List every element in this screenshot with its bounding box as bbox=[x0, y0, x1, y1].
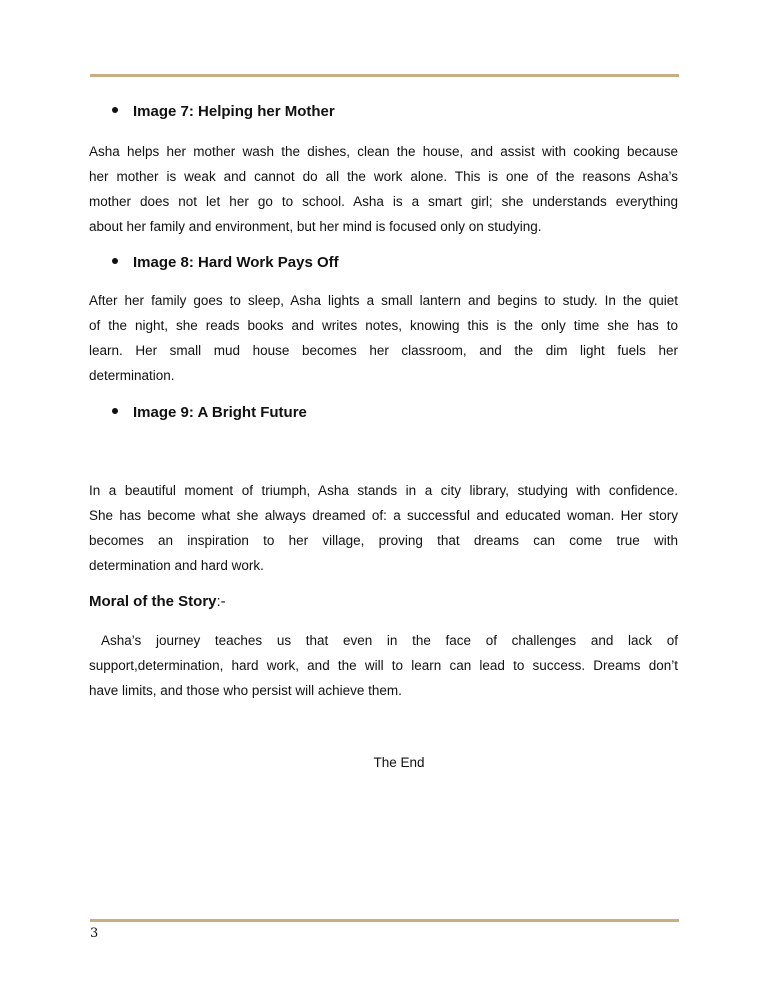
paragraph-line: determination and hard work. bbox=[89, 558, 264, 573]
section-heading-text: Image 9: A Bright Future bbox=[133, 404, 307, 421]
moral-paragraph bbox=[89, 628, 678, 703]
section-paragraph-image-7 bbox=[89, 139, 678, 239]
footer-rule bbox=[90, 919, 679, 922]
moral-heading-suffix: :- bbox=[216, 593, 226, 610]
paragraph-line: Asha helps her mother wash the dishes, clean the house, and assist with cooking because bbox=[89, 144, 678, 159]
paragraph-line: mother does not let her go to school. Asha is a smart girl; she understands everything bbox=[89, 194, 678, 209]
the-end-text: The End bbox=[373, 755, 425, 770]
bullet-icon bbox=[112, 258, 118, 264]
section-heading-text: Image 8: Hard Work Pays Off bbox=[133, 254, 339, 271]
paragraph-line: In a beautiful moment of triumph, Asha stands in a city library, studying with confidence. bbox=[89, 483, 678, 498]
moral-heading bbox=[89, 593, 226, 610]
paragraph-line: After her family goes to sleep, Asha lights a small lantern and begins to study. In the quiet bbox=[89, 293, 678, 308]
page-number: 3 bbox=[90, 926, 99, 941]
paragraph-line: her mother is weak and cannot do all the work alone. This is one of the reasons Asha’s bbox=[89, 169, 678, 184]
paragraph-line: support,determination, hard work, and the will to learn can lead to success. Dreams don’t bbox=[89, 658, 678, 673]
section-heading-image-8 bbox=[112, 254, 339, 271]
paragraph-line: have limits, and those who persist will achieve them. bbox=[89, 683, 402, 698]
section-paragraph-image-9 bbox=[89, 478, 678, 578]
paragraph-line: learn. Her small mud house becomes her classroom, and the dim light fuels her bbox=[89, 343, 678, 358]
paragraph-line: of the night, she reads books and writes notes, knowing this is the only time she has to bbox=[89, 318, 678, 333]
paragraph-line: about her family and environment, but her mind is focused only on studying. bbox=[89, 219, 542, 234]
bullet-icon bbox=[112, 408, 118, 414]
section-heading-image-9 bbox=[112, 404, 307, 421]
paragraph-line: Asha’s journey teaches us that even in the face of challenges and lack of bbox=[101, 633, 678, 648]
bullet-icon bbox=[112, 107, 118, 113]
paragraph-line: becomes an inspiration to her village, proving that dreams can come true with bbox=[89, 533, 678, 548]
moral-heading-title: Moral of the Story bbox=[89, 593, 217, 610]
paragraph-line: determination. bbox=[89, 368, 175, 383]
section-heading-image-7 bbox=[112, 103, 335, 120]
section-heading-text: Image 7: Helping her Mother bbox=[133, 103, 335, 120]
paragraph-line: She has become what she always dreamed of: a successful and educated woman. Her story bbox=[89, 508, 678, 523]
section-paragraph-image-8 bbox=[89, 288, 678, 388]
header-rule bbox=[90, 74, 679, 77]
